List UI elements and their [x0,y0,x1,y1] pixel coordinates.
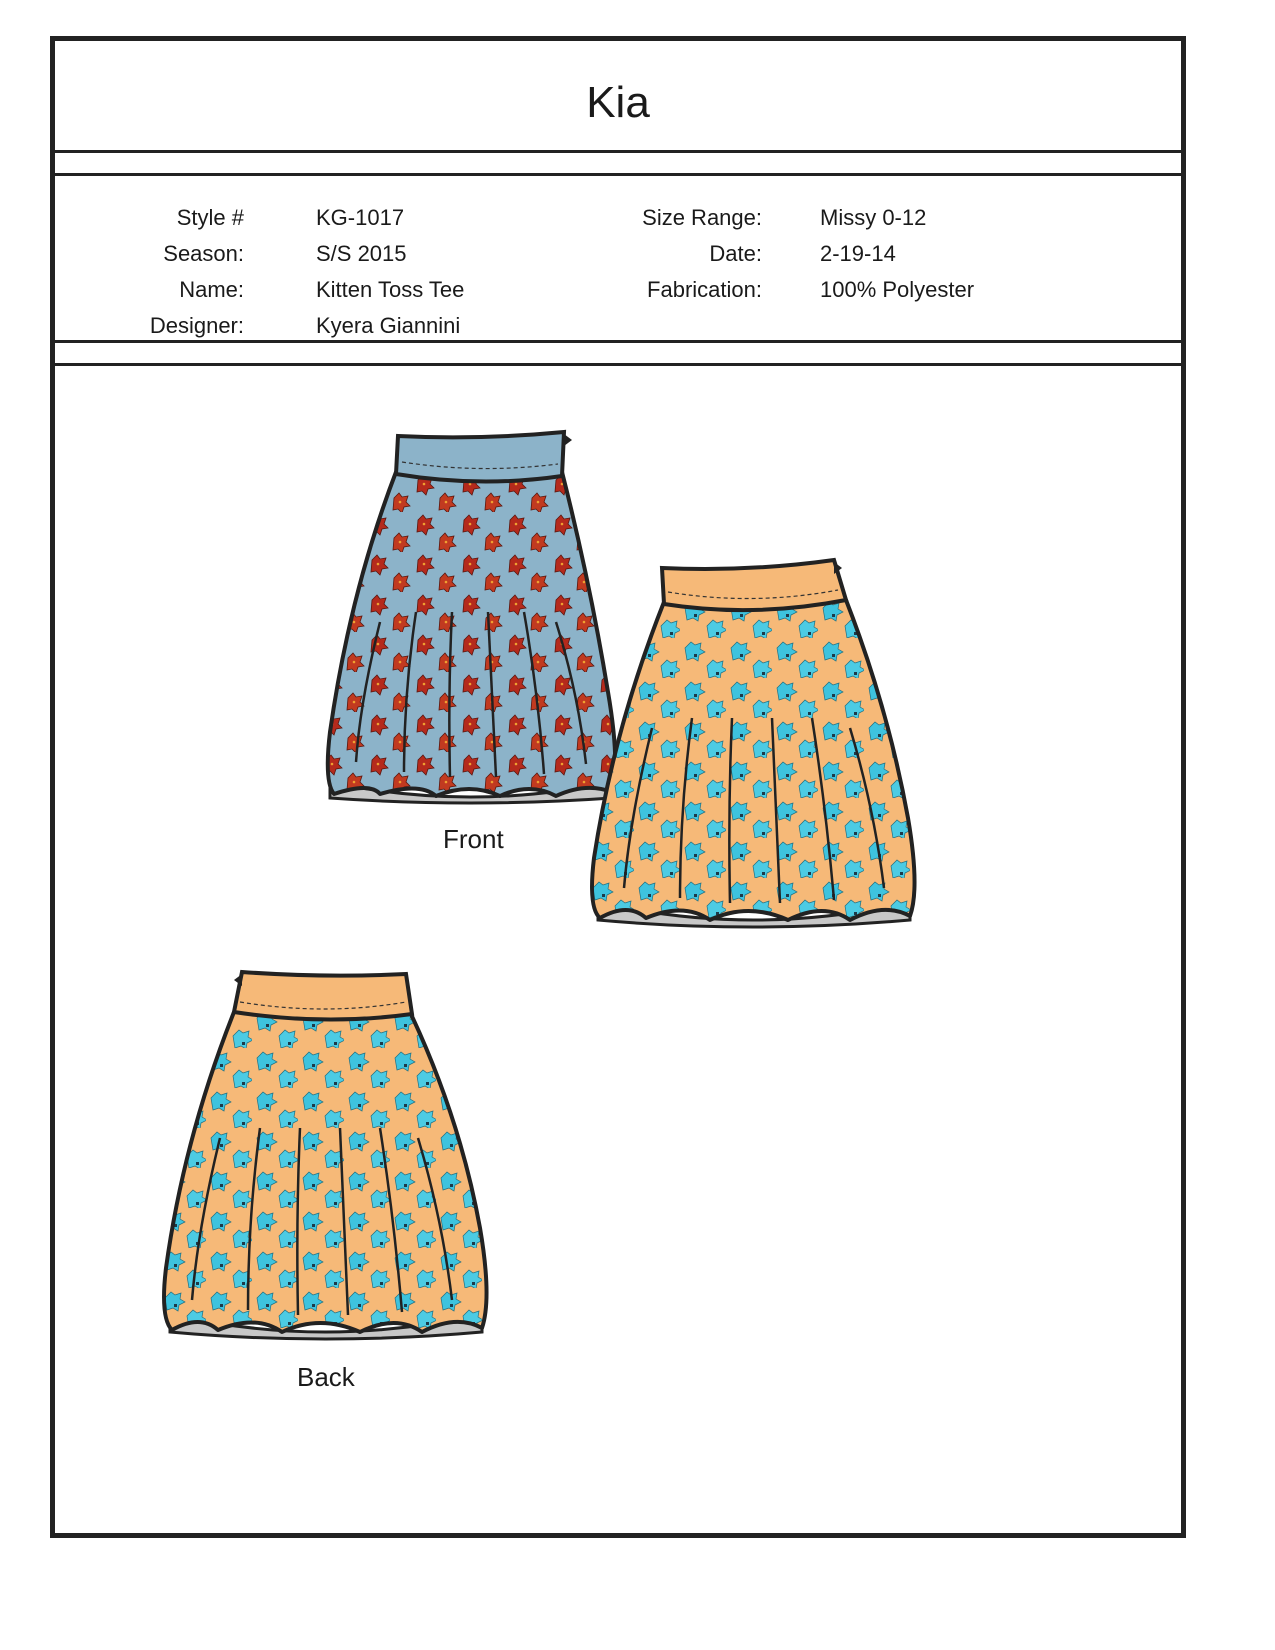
spec-labels-left [140,200,244,344]
spec-values-left [316,200,596,344]
skirt-body [592,600,915,920]
divider [50,173,1186,176]
date-label: Date: [709,241,762,266]
front-caption: Front [443,824,504,854]
fabrication-label: Fabrication: [647,277,762,302]
skirt-body [328,472,615,796]
fabrication-value: 100% Polyester [820,277,975,302]
waistband [396,432,564,482]
name-label: Name: [179,277,244,302]
designer-label: Designer: [149,313,244,338]
style-label: Style # [176,205,244,230]
season-label: Season: [163,241,244,266]
zipper-tab [564,434,572,446]
front-skirt-colorway-illustration [588,558,918,930]
divider [50,363,1186,366]
size-range-label: Size Range: [642,205,762,230]
front-skirt-illustration [320,432,620,804]
page-title: Kia [586,78,650,127]
spec-labels-right [590,200,762,308]
date-value: 2-19-14 [820,241,896,266]
style-value: KG-1017 [316,205,405,230]
spec-values-right [820,200,1140,308]
name-value: Kitten Toss Tee [316,277,465,302]
designer-value: Kyera Giannini [316,313,461,338]
season-value: S/S 2015 [316,241,407,266]
divider [50,150,1186,153]
back-skirt-illustration [160,968,490,1342]
waistband [662,560,846,610]
back-caption: Back [297,1362,355,1392]
waistband [234,972,412,1020]
size-range-value: Missy 0-12 [820,205,927,230]
